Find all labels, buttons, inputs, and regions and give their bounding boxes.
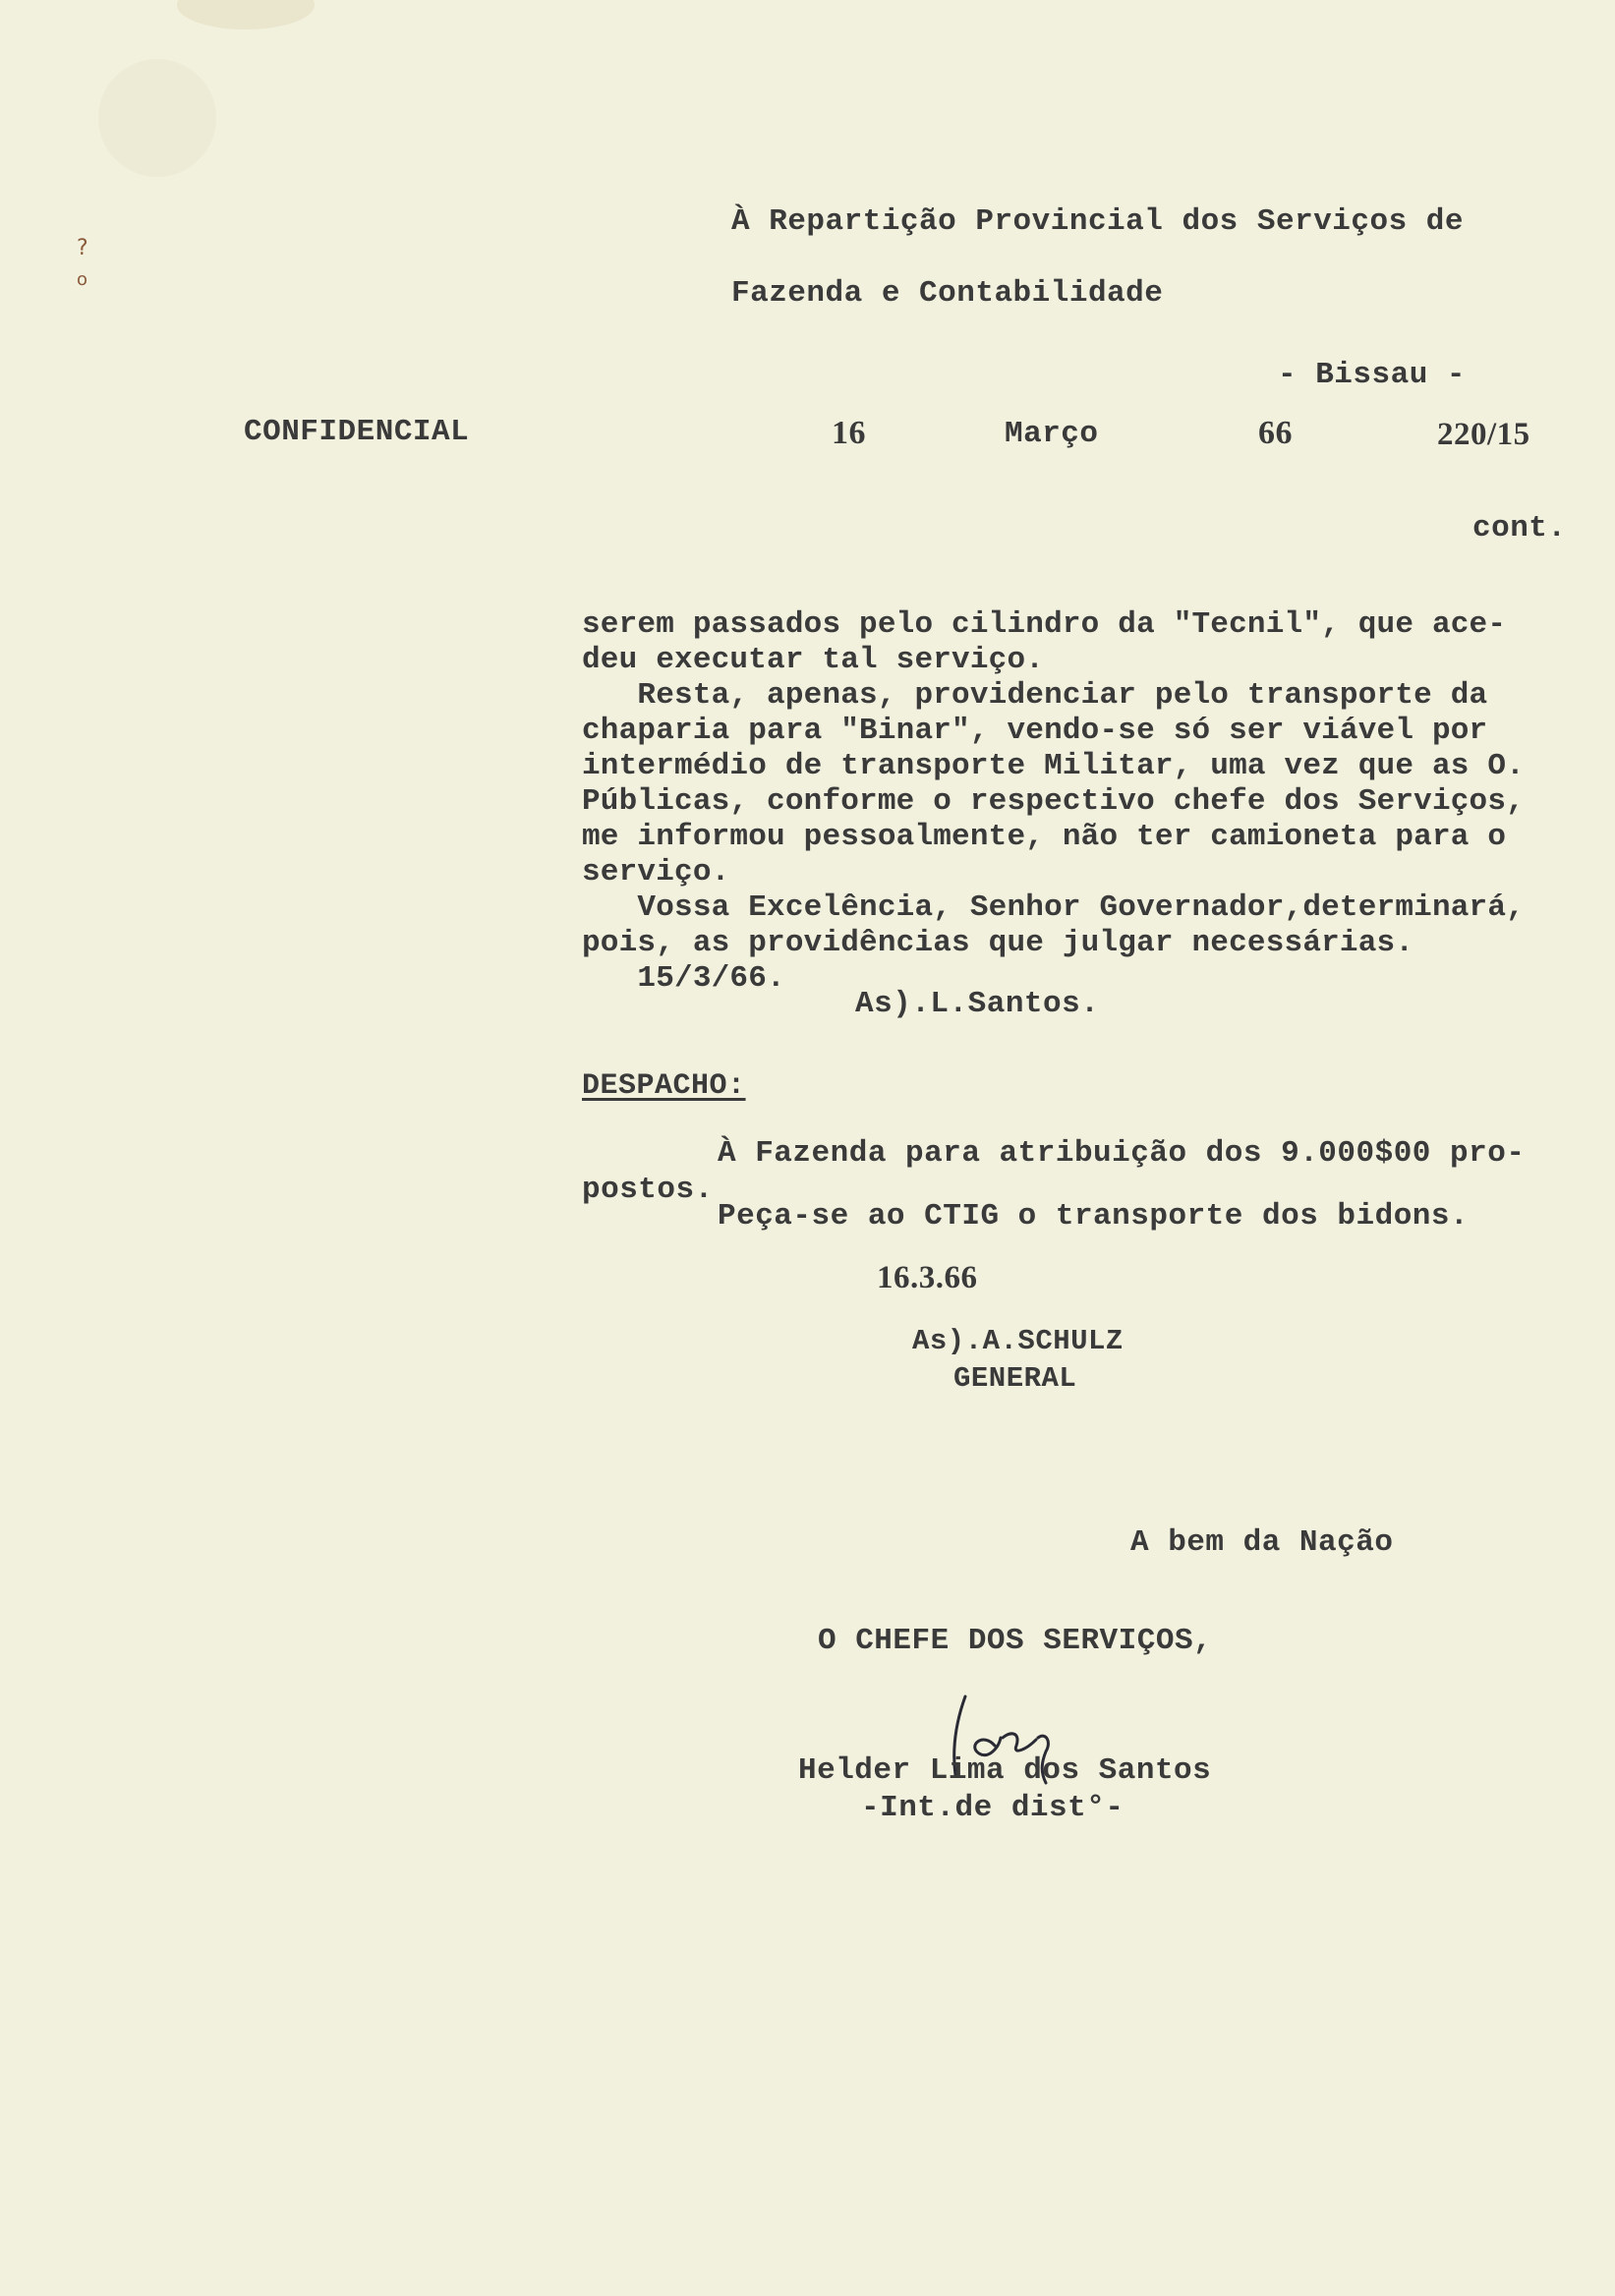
despacho-line-1: À Fazenda para atribuição dos 9.000$00 pro- [718,1136,1526,1171]
date-year: 66 [1258,415,1293,451]
addressee-line-1: À Repartição Provincial dos Serviços de [731,204,1465,239]
despacho-rank: GENERAL [953,1362,1077,1395]
closing-title: O CHEFE DOS SERVIÇOS, [818,1624,1213,1658]
despacho-heading: DESPACHO: [582,1069,746,1103]
paper-stain [98,59,216,177]
body-line: intermédio de transporte Militar, uma vez que as O. [582,749,1525,783]
body-line: 15/3/66. [582,961,785,996]
body-line: Públicas, conforme o respectivo chefe dos Serviços, [582,784,1525,819]
closing-name: Helder Lima dos Santos [798,1753,1212,1788]
body-line: serem passados pelo cilindro da "Tecnil", que ace- [582,607,1507,642]
classification: CONFIDENCIAL [244,415,470,449]
body-line: Vossa Excelência, Senhor Governador,determinará, [582,890,1525,925]
place: - Bissau - [1278,358,1467,392]
closing-salutation: A bem da Nação [1130,1525,1394,1560]
date-day: 16 [832,415,866,451]
addressee-line-2: Fazenda e Contabilidade [731,276,1164,311]
despacho-line-3: Peça-se ao CTIG o transporte dos bidons. [718,1199,1470,1234]
body-line: chaparia para "Binar", vendo-se só ser viável por [582,714,1488,748]
body-line: serviço. [582,855,730,890]
continuation-mark: cont. [1472,511,1567,545]
despacho-line-2: postos. [582,1173,714,1207]
reference-number: 220/15 [1437,417,1530,452]
body-line: Resta, apenas, providenciar pelo transporte da [582,678,1488,713]
date-month: Março [1005,417,1099,451]
body-signature: As).L.Santos. [855,987,1100,1021]
body-line: deu executar tal serviço. [582,643,1045,677]
body-line: pois, as providências que julgar necessárias. [582,926,1414,960]
despacho-date: 16.3.66 [877,1260,978,1295]
closing-post: -Int.de dist°- [861,1791,1125,1825]
despacho-signature: As).A.SCHULZ [912,1325,1124,1357]
margin-mark: o [77,269,88,290]
paper-stain [177,0,315,29]
body-line: me informou pessoalmente, não ter camioneta para o [582,820,1507,854]
margin-mark: ? [77,236,89,260]
